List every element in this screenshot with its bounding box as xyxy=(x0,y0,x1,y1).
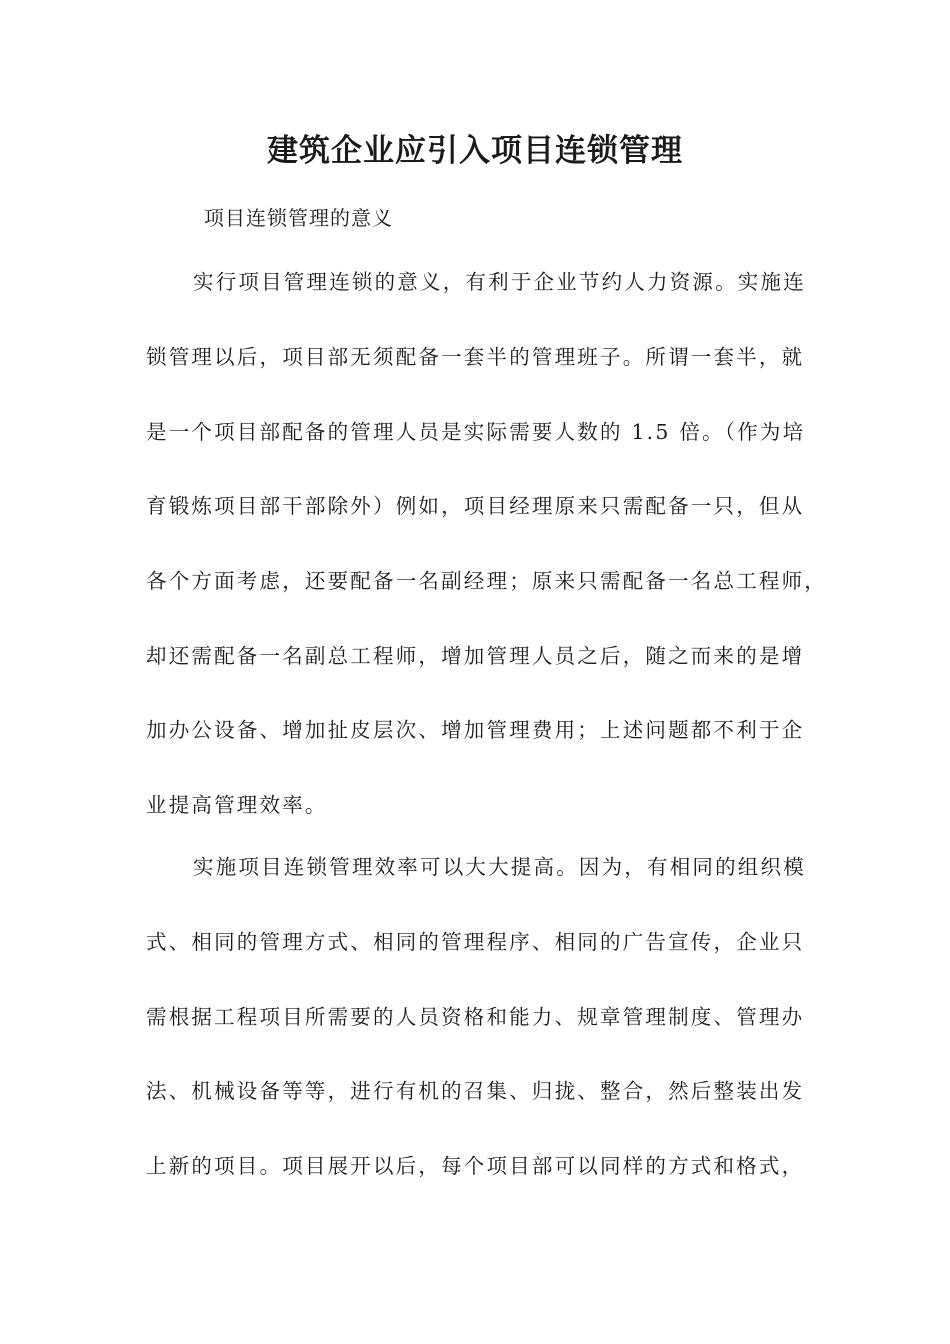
paragraph-line: 育锻炼项目部干部除外）例如，项目经理原来只需配备一只，但从 xyxy=(146,494,805,518)
section-heading: 项目连锁管理的意义 xyxy=(204,206,393,230)
paragraph-line: 法、机械设备等等，进行有机的召集、归拢、整合，然后整装出发 xyxy=(146,1079,805,1103)
paragraph-line: 各个方面考虑，还要配备一名副经理；原来只需配备一名总工程师， xyxy=(146,569,827,593)
document-title: 建筑企业应引入项目连锁管理 xyxy=(267,133,683,169)
paragraph-line: 式、相同的管理方式、相同的管理程序、相同的广告宣传，企业只 xyxy=(146,930,805,954)
paragraph-line: 是一个项目部配备的管理人员是实际需要人数的 1.5 倍。（作为培 xyxy=(146,420,806,444)
paragraph-line: 却还需配备一名副总工程师，增加管理人员之后，随之而来的是增 xyxy=(146,644,805,668)
paragraph-line: 实行项目管理连锁的意义，有利于企业节约人力资源。实施连 xyxy=(193,270,806,294)
paragraph-line: 上新的项目。项目展开以后，每个项目部可以同样的方式和格式， xyxy=(146,1154,805,1178)
paragraph-line: 锁管理以后，项目部无须配备一套半的管理班子。所谓一套半，就 xyxy=(146,345,805,369)
paragraph-line: 业提高管理效率。 xyxy=(146,793,328,817)
paragraph-line: 需根据工程项目所需要的人员资格和能力、规章管理制度、管理办 xyxy=(146,1005,805,1029)
paragraph-line: 加办公设备、增加扯皮层次、增加管理费用；上述问题都不利于企 xyxy=(146,718,805,742)
paragraph-line: 实施项目连锁管理效率可以大大提高。因为，有相同的组织模 xyxy=(193,855,806,879)
